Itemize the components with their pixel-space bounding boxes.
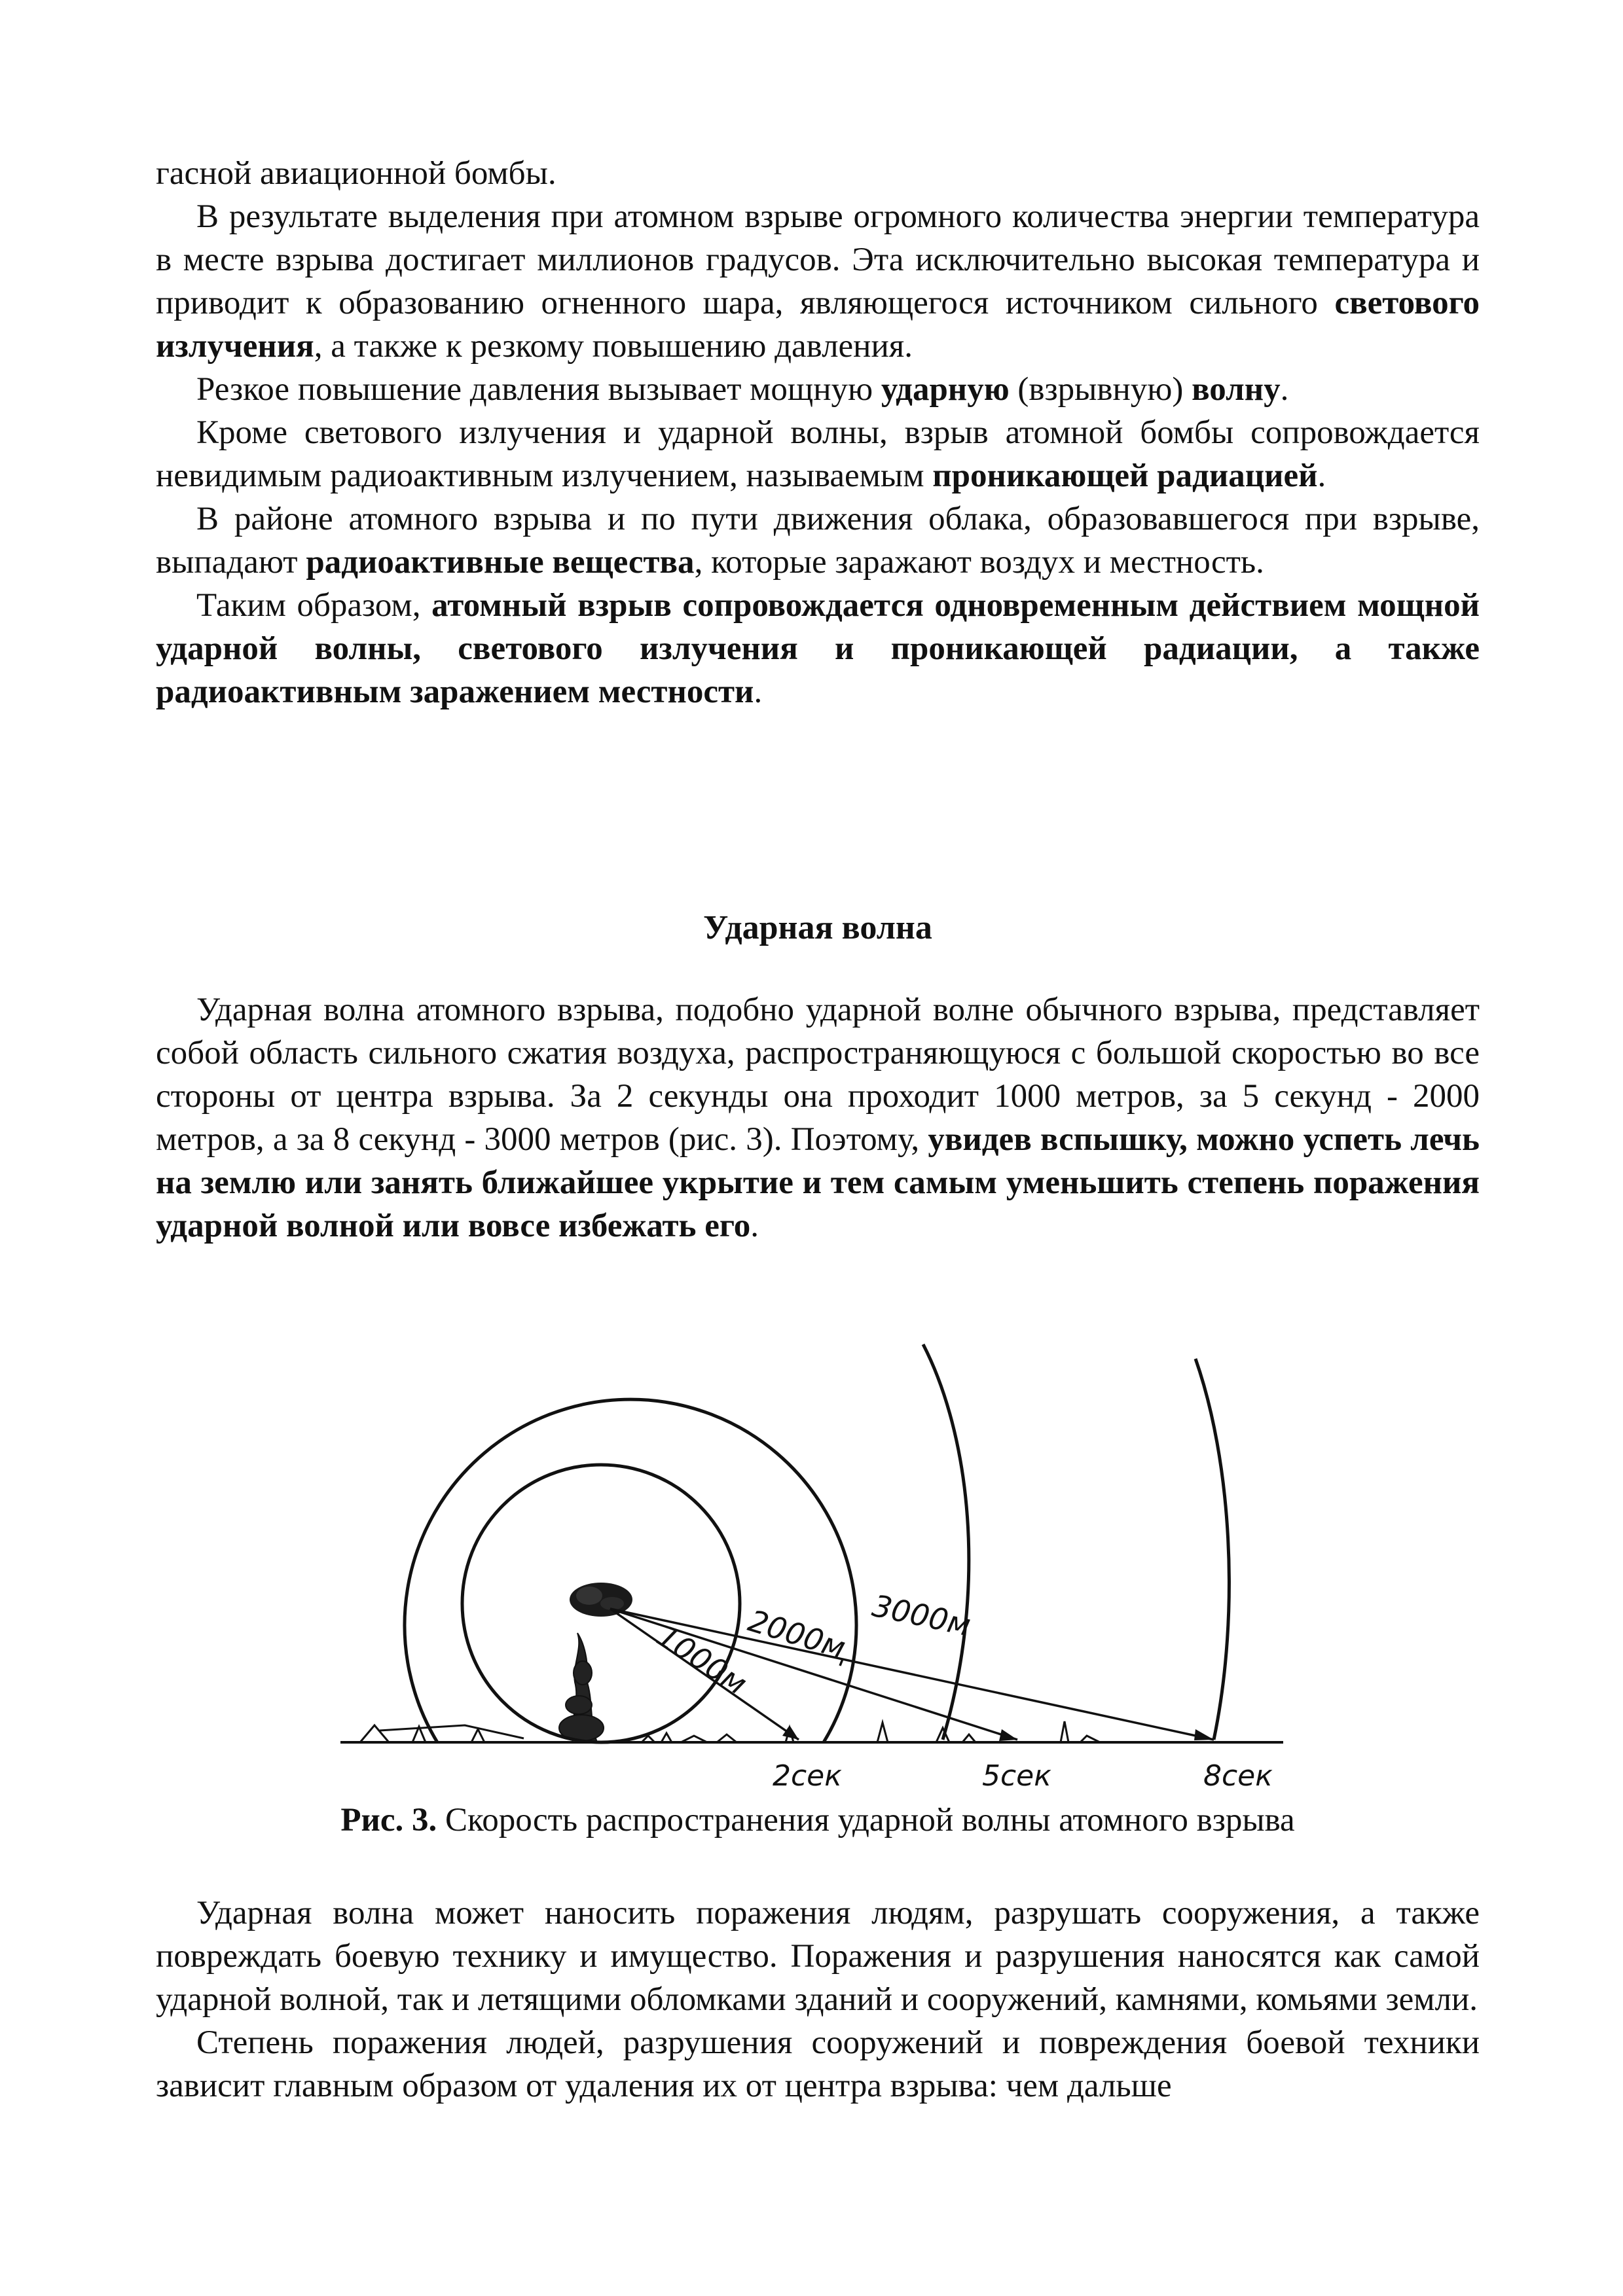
arrow-head-8s	[1194, 1729, 1214, 1740]
shock-wave-front-5s-outer	[923, 1344, 969, 1740]
arrow-head-2s	[782, 1725, 799, 1740]
paragraph-1-text-a: В результате выделения при атомном взрыве огромного количества энергии температура в месте взрыва достигает миллионов градусов. Эта исключительно высокая температура и приводит к образованию огненного шара, являющегося источником сильного	[156, 198, 1480, 321]
paragraph-2-text-e: .	[1280, 371, 1289, 408]
text-block-bottom	[156, 1892, 1480, 2108]
paragraph-3	[156, 411, 1480, 497]
text-block-middle	[156, 988, 1480, 1247]
figure-caption	[156, 1799, 1480, 1842]
paragraph-4-bold: радиоактивные вещества	[306, 544, 695, 581]
paragraph-6-bold: увидев вспышку, можно успеть лечь на землю или занять ближайшее укрытие и тем самым уменьшить степень поражения ударной волной или вовсе избежать его	[156, 1121, 1480, 1244]
shock-wave-front-8s	[1195, 1359, 1229, 1740]
label-3000m: 3000м	[869, 1587, 974, 1643]
paragraph-6	[156, 988, 1480, 1247]
text-block-top	[156, 152, 1480, 713]
paragraph-4	[156, 497, 1480, 584]
paragraph-7	[156, 1892, 1480, 2021]
paragraph-6-text-c: .	[750, 1208, 759, 1244]
shock-wave-figure	[340, 1335, 1309, 1793]
paragraph-2-text-c: (взрывную)	[1009, 371, 1192, 408]
paragraph-1-text-c: , а также к резкому повышению давления.	[314, 328, 913, 365]
label-2000m: 2000м	[744, 1602, 850, 1666]
figure-caption-text: Скорость распространения ударной волны атомного взрыва	[437, 1802, 1295, 1839]
explosion-column	[559, 1633, 604, 1742]
section-heading: Ударная волна	[703, 909, 932, 946]
paragraph-8-text: Степень поражения людей, разрушения сооружений и повреждения боевой техники зависит главным образом от удаления их от центра взрыва: чем дальше	[156, 2024, 1480, 2104]
paragraph-0-text: гасной авиационной бомбы.	[156, 155, 556, 192]
figure-caption-number: Рис. 3.	[340, 1802, 437, 1839]
label-8sec: 8сек	[1203, 1759, 1273, 1793]
paragraph-3-text-c: .	[1317, 457, 1326, 494]
paragraph-1-bold: светового излучения	[156, 285, 1480, 365]
paragraph-6-text-a: Ударная волна атомного взрыва, подобно ударной волне обычного взрыва, представляет собой область сильного сжатия воздуха, распространяющуюся с большой скоростью во все стороны от центра взрыва. За 2 секунды она проходит 1000 метров, за 5 секунд - 2000 метров, а за 8 секунд - 3000 метров (рис. 3). Поэтому,	[156, 992, 1480, 1158]
paragraph-3-bold: проникающей радиацией	[932, 457, 1318, 494]
ground-details	[360, 1721, 1100, 1742]
label-2sec: 2сек	[773, 1759, 842, 1793]
paragraph-0	[156, 152, 1480, 195]
paragraph-5-text-c: .	[754, 673, 763, 710]
paragraph-2-bold-b: ударную	[881, 371, 1010, 408]
shock-wave-diagram	[340, 1335, 1309, 1793]
label-5sec: 5сек	[982, 1759, 1051, 1793]
paragraph-2	[156, 368, 1480, 411]
arrow-head-5s	[999, 1729, 1017, 1741]
paragraph-2-text-a: Резкое повышение давления вызывает мощную	[196, 371, 881, 408]
paragraph-2-bold-d: волну	[1192, 371, 1281, 408]
paragraph-1	[156, 195, 1480, 368]
paragraph-4-text-a: В районе атомного взрыва и по пути движения облака, образовавшегося при взрыве, выпадают	[156, 501, 1480, 581]
label-1000m: 1000м	[651, 1617, 754, 1702]
paragraph-4-text-c: , которые заражают воздух и местность.	[694, 544, 1264, 581]
paragraph-3-text-a: Кроме светового излучения и ударной волны, взрыв атомной бомбы сопровождается невидимым радиоактивным излучением, называемым	[156, 414, 1480, 494]
paragraph-7-text: Ударная волна может наносить поражения людям, разрушать сооружения, а также повреждать боевую технику и имущество. Поражения и разрушения наносятся как самой ударной волной, так и летящими обломками зданий и сооружений, камнями, комьями земли.	[156, 1895, 1480, 2018]
paragraph-5-text-a: Таким образом,	[196, 587, 432, 624]
paragraph-8	[156, 2021, 1480, 2108]
paragraph-5	[156, 584, 1480, 713]
shock-wave-front-5s	[405, 1399, 856, 1742]
paragraph-5-bold: атомный взрыв сопровождается одновременным действием мощной ударной волны, светового излучения и проникающей радиации, а также радиоактивным заражением местности	[156, 587, 1480, 710]
